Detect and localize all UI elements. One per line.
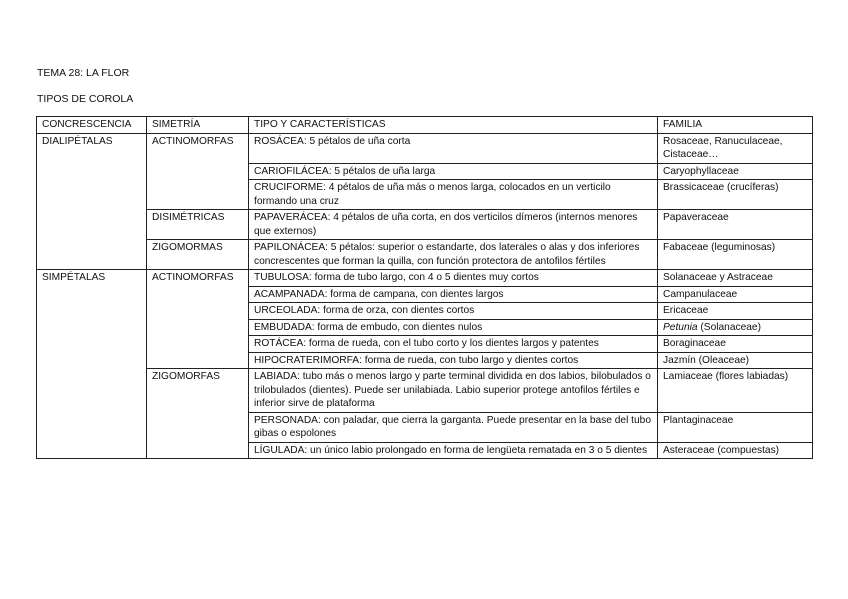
tipo-cell: CRUCIFORME: 4 pétalos de uña más o menos larga, colocados en un verticilo formando una cruz <box>249 180 658 210</box>
header-concrescencia: CONCRESCENCIA <box>37 117 147 134</box>
familia-cell: Boraginaceae <box>658 336 813 353</box>
sym-disimetricas: DISIMÉTRICAS <box>147 210 249 240</box>
familia-cell: Brassicaceae (crucíferas) <box>658 180 813 210</box>
tipo-cell: EMBUDADA: forma de embudo, con dientes nulos <box>249 319 658 336</box>
section-title: TIPOS DE COROLA <box>37 93 134 105</box>
group-simpetalas: SIMPÉTALAS <box>37 270 147 459</box>
familia-cell <box>658 319 813 336</box>
table-row <box>37 270 813 287</box>
document-title: TEMA 28: LA FLOR <box>37 67 130 79</box>
familia-cell: Ericaceae <box>658 303 813 320</box>
header-simetria: SIMETRÍA <box>147 117 249 134</box>
header-familia: FAMILIA <box>658 117 813 134</box>
table-header-row <box>37 117 813 134</box>
familia-cell: Rosaceae, Ranuculaceae, Cistaceae… <box>658 133 813 163</box>
sym-zigomormas: ZIGOMORMAS <box>147 240 249 270</box>
table-row <box>37 210 813 240</box>
tipo-cell: LÍGULADA: un único labio prolongado en forma de lengüeta rematada en 3 o 5 dientes <box>249 442 658 459</box>
sym-zigomorfas: ZIGOMORFAS <box>147 369 249 459</box>
tipo-cell: PAPAVERÁCEA: 4 pétalos de uña corta, en dos verticilos dímeros (internos menores que externos) <box>249 210 658 240</box>
tipo-cell: PERSONADA: con paladar, que cierra la garganta. Puede presentar en la base del tubo gibas o espolones <box>249 412 658 442</box>
familia-cell: Fabaceae (leguminosas) <box>658 240 813 270</box>
table-row <box>37 133 813 163</box>
familia-cell: Solanaceae y Astraceae <box>658 270 813 287</box>
tipo-cell: URCEOLADA: forma de orza, con dientes cortos <box>249 303 658 320</box>
familia-cell: Lamiaceae (flores labiadas) <box>658 369 813 413</box>
tipo-cell: ROTÁCEA: forma de rueda, con el tubo corto y los dientes largos y patentes <box>249 336 658 353</box>
header-tipo: TIPO Y CARACTERÍSTICAS <box>249 117 658 134</box>
familia-rest: (Solanaceae) <box>697 321 761 333</box>
table-row <box>37 240 813 270</box>
familia-italic: Petunia <box>663 321 698 333</box>
tipo-cell: TUBULOSA: forma de tubo largo, con 4 o 5 dientes muy cortos <box>249 270 658 287</box>
sym-actinomorfas: ACTINOMORFAS <box>147 133 249 210</box>
sym-actinomorfas-simpetalas: ACTINOMORFAS <box>147 270 249 369</box>
tipo-cell: PAPILONÁCEA: 5 pétalos: superior o estandarte, dos laterales o alas y dos inferiores concrescentes que forman la quilla, con función protectora de antofilos fértiles <box>249 240 658 270</box>
tipo-cell: HIPOCRATERIMORFA: forma de rueda, con tubo largo y dientes cortos <box>249 352 658 369</box>
familia-cell: Papaveraceae <box>658 210 813 240</box>
table-row <box>37 369 813 413</box>
tipo-cell: ROSÁCEA: 5 pétalos de uña corta <box>249 133 658 163</box>
familia-cell: Campanulaceae <box>658 286 813 303</box>
tipo-cell: CARIOFILÁCEA: 5 pétalos de uña larga <box>249 163 658 180</box>
group-dialipetalas: DIALIPÉTALAS <box>37 133 147 270</box>
familia-cell: Asteraceae (compuestas) <box>658 442 813 459</box>
tipo-cell: LABIADA: tubo más o menos largo y parte terminal dividida en dos labios, bilobulados o trilobulados (dientes). Puede ser unilabiada. Labio superior protege antofilos fértiles e inferior sirve de plataforma <box>249 369 658 413</box>
familia-cell: Plantaginaceae <box>658 412 813 442</box>
familia-cell: Jazmín (Oleaceae) <box>658 352 813 369</box>
familia-cell: Caryophyllaceae <box>658 163 813 180</box>
corola-table <box>36 116 813 459</box>
tipo-cell: ACAMPANADA: forma de campana, con dientes largos <box>249 286 658 303</box>
